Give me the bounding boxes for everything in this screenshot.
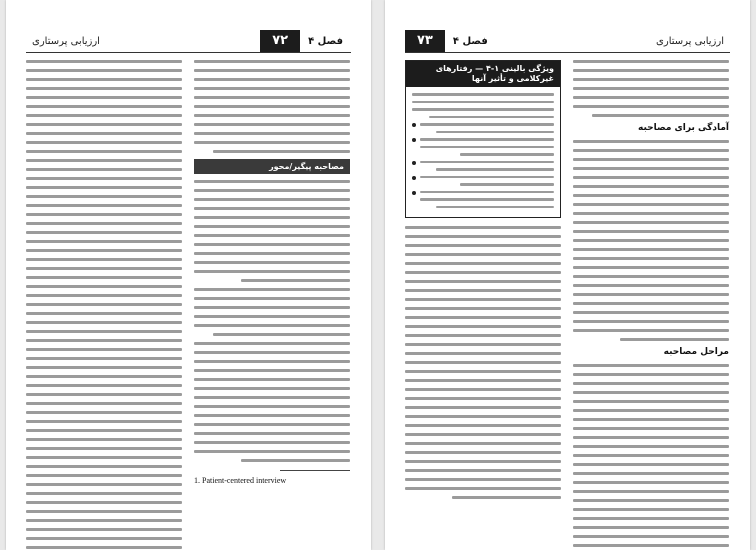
text-column-left bbox=[405, 60, 561, 505]
list-item bbox=[412, 176, 554, 191]
list-item bbox=[412, 191, 554, 214]
paragraph bbox=[26, 60, 182, 550]
box-heading: رفتارهای غیرکلامی و تأثیر آنها bbox=[435, 64, 554, 83]
list-item bbox=[412, 138, 554, 161]
paragraph bbox=[194, 180, 350, 462]
box-title: ویژگی بالینی ۱-۴ — رفتارهای غیرکلامی و تأثیر آنها bbox=[406, 61, 560, 87]
box-content bbox=[406, 87, 560, 213]
section-title: ارزیابی پرستاری bbox=[32, 35, 100, 47]
paragraph bbox=[573, 140, 729, 341]
list-item bbox=[412, 123, 554, 138]
chapter-label: فصل ۴ bbox=[308, 35, 343, 47]
section-subheading: مصاحبه پیگیر/محور bbox=[194, 159, 350, 174]
section-subheading: مراحل مصاحبه bbox=[663, 347, 729, 357]
bullet-icon bbox=[412, 176, 416, 180]
text-column-right bbox=[573, 60, 729, 550]
bullet-icon bbox=[412, 191, 416, 195]
right-page-header bbox=[405, 30, 730, 53]
footnote-divider bbox=[280, 470, 350, 471]
text-column-right bbox=[194, 60, 350, 486]
bullet-icon bbox=[412, 161, 416, 165]
paragraph bbox=[573, 364, 729, 550]
list-item bbox=[412, 161, 554, 176]
right-page bbox=[385, 0, 750, 550]
page-number: ۷۳ bbox=[405, 30, 445, 52]
paragraph bbox=[573, 60, 729, 117]
text-column-left bbox=[26, 60, 182, 550]
paragraph bbox=[405, 226, 561, 499]
clinical-feature-box bbox=[405, 60, 561, 218]
left-page bbox=[6, 0, 371, 550]
paragraph bbox=[194, 60, 350, 153]
section-title: ارزیابی پرستاری bbox=[656, 35, 724, 47]
section-subheading: آمادگی برای مصاحبه bbox=[637, 123, 729, 133]
box-label: ویژگی بالینی ۱-۴ bbox=[485, 64, 554, 73]
bullet-icon bbox=[412, 138, 416, 142]
page-number: ۷۲ bbox=[260, 30, 300, 52]
left-page-header bbox=[26, 30, 351, 53]
footnote: 1. Patient-centered interview bbox=[194, 476, 287, 485]
bullet-icon bbox=[412, 123, 416, 127]
chapter-label: فصل ۴ bbox=[452, 35, 488, 47]
